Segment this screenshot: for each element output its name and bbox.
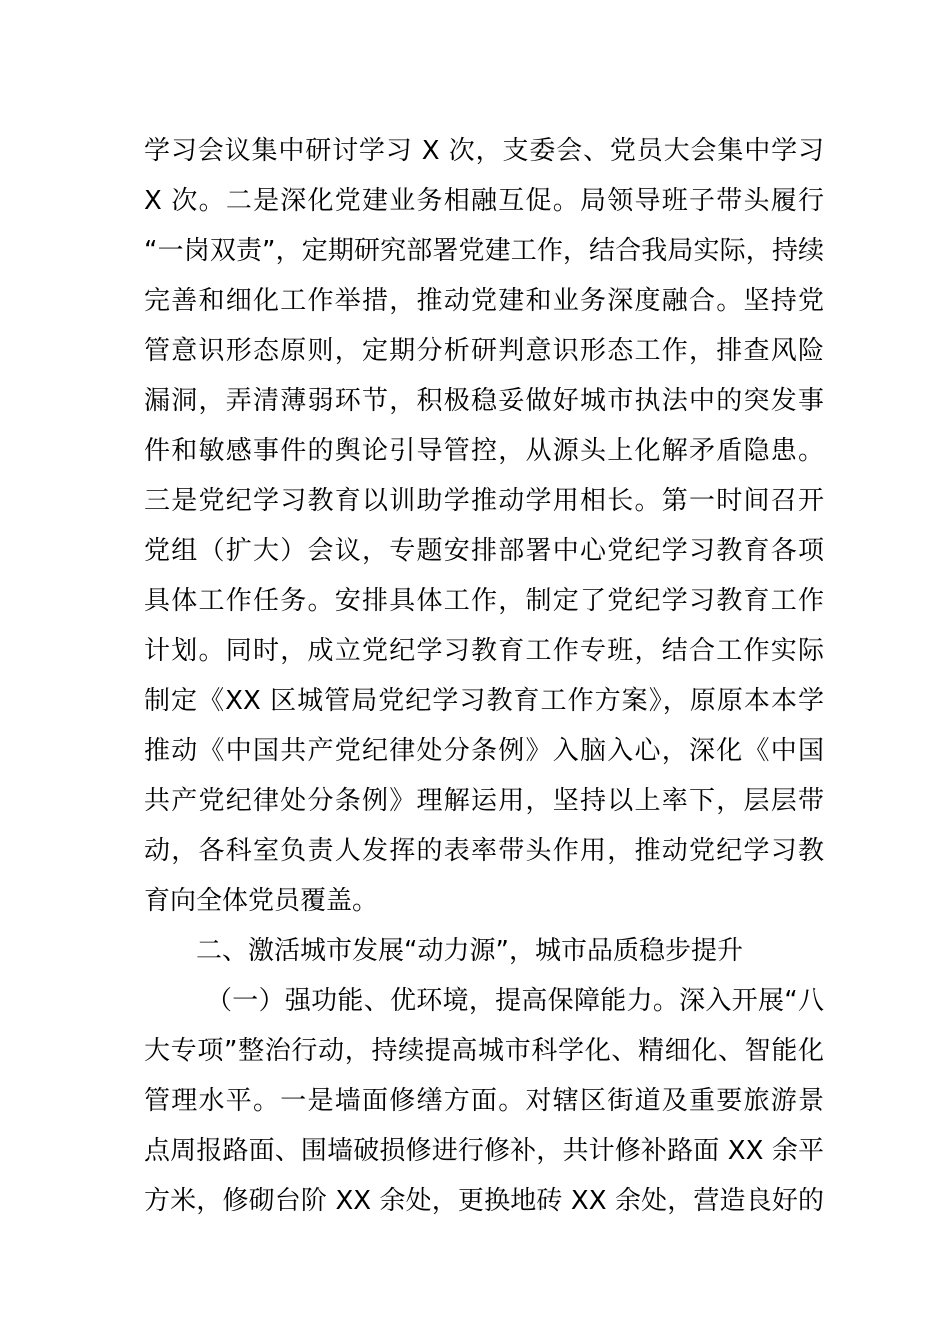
document-body bbox=[144, 126, 824, 1226]
body-line: 动，各科室负责人发挥的表率带头作用，推动党纪学习教 bbox=[144, 836, 824, 866]
section-heading: 二、激活城市发展“动力源”，城市品质稳步提升 bbox=[196, 936, 743, 966]
body-line: 学习会议集中研讨学习 X 次，支委会、党员大会集中学习 bbox=[144, 136, 824, 166]
body-line: 完善和细化工作举措，推动党建和业务深度融合。坚持党 bbox=[144, 286, 824, 316]
body-line: “一岗双责”，定期研究部署党建工作，结合我局实际，持续 bbox=[144, 236, 824, 266]
body-line: 育向全体党员覆盖。 bbox=[144, 886, 379, 916]
subsection-line: （一）强功能、优环境，提高保障能力。深入开展“八 bbox=[206, 986, 824, 1016]
body-line: 推动《中国共产党纪律处分条例》入脑入心，深化《中国 bbox=[144, 736, 824, 766]
body-line: 方米，修砌台阶 XX 余处，更换地砖 XX 余处，营造良好的 bbox=[144, 1186, 824, 1216]
body-line: 件和敏感事件的舆论引导管控，从源头上化解矛盾隐患。 bbox=[144, 436, 824, 466]
body-line: 三是党纪学习教育以训助学推动学用相长。第一时间召开 bbox=[144, 486, 824, 516]
body-line: 计划。同时，成立党纪学习教育工作专班，结合工作实际 bbox=[144, 636, 824, 666]
body-line: 管理水平。一是墙面修缮方面。对辖区街道及重要旅游景 bbox=[144, 1086, 824, 1116]
body-line: 制定《XX 区城管局党纪学习教育工作方案》，原原本本学 bbox=[144, 686, 824, 716]
body-line: 具体工作任务。安排具体工作，制定了党纪学习教育工作 bbox=[144, 586, 824, 616]
body-line: 大专项”整治行动，持续提高城市科学化、精细化、智能化 bbox=[144, 1036, 824, 1066]
body-line: X 次。二是深化党建业务相融互促。局领导班子带头履行 bbox=[144, 186, 824, 216]
body-line: 共产党纪律处分条例》理解运用，坚持以上率下，层层带 bbox=[144, 786, 824, 816]
body-line: 点周报路面、围墙破损修进行修补，共计修补路面 XX 余平 bbox=[144, 1136, 824, 1166]
body-line: 党组（扩大）会议，专题安排部署中心党纪学习教育各项 bbox=[144, 536, 824, 566]
body-line: 漏洞，弄清薄弱环节，积极稳妥做好城市执法中的突发事 bbox=[144, 386, 824, 416]
body-line: 管意识形态原则，定期分析研判意识形态工作，排查风险 bbox=[144, 336, 824, 366]
